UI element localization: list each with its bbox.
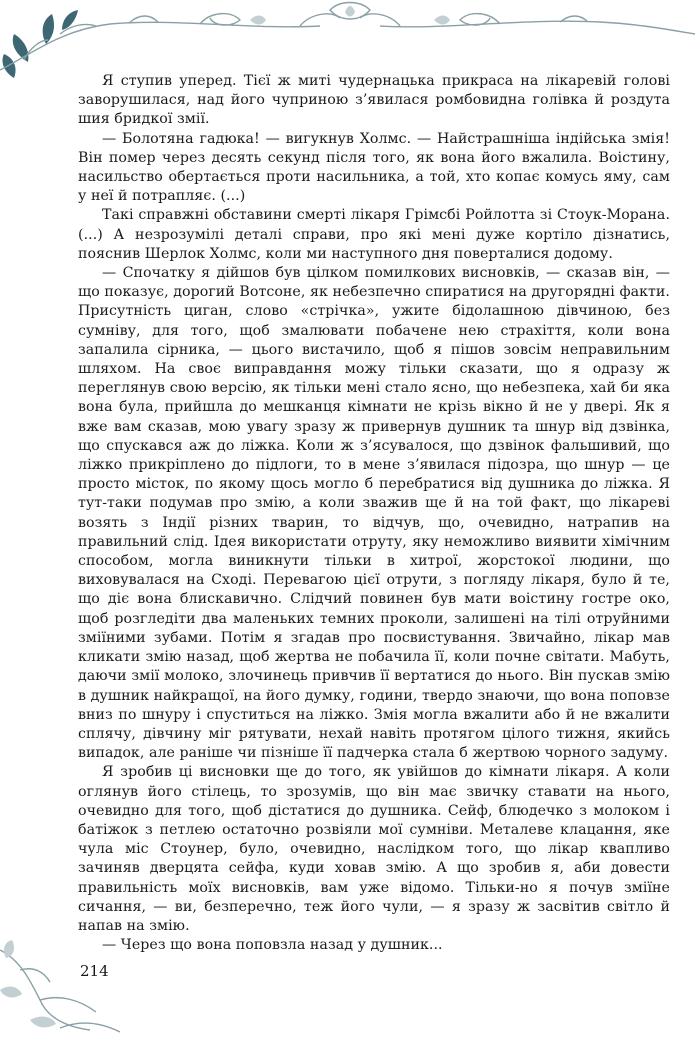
- page-number: 214: [80, 962, 109, 980]
- paragraph-1: Я ступив уперед. Тієї ж миті чудернацька прикраса на лікаревій голові заворушилася, над його чуприною з’явилася ромбовидна голівка й роздута шия бридкої змії.: [78, 73, 670, 128]
- floral-header-ornament-icon: [0, 0, 700, 80]
- paragraph-5: Я зробив ці висновки ще до того, як увійшов до кімнати лікаря. А коли оглянув його стілець, то зрозумів, що він має звичку ставати на нього, очевидно для того, щоб дістатися до душника. Сейф, блюдечко з молоком і батіжок з петлею остаточно розвіяли мої сумніви. Металеве клацання, яке чула міс Стоунер, було, очевидно, наслідком того, що лікар квапливо зачиняв дверцята сейфа, куди ховав змію. А що зробив я, аби довести правильність моїх висновків, вам уже відомо. Тільки-но я почув зміїне сичання, — ви, безперечно, теж його чули, — я зразу ж засвітив світло й напав на змію.: [78, 764, 670, 934]
- floral-footer-ornament-icon: [0, 930, 200, 1037]
- story-text: [78, 72, 670, 955]
- paragraph-6: — Через що вона поповзла назад у душник...: [102, 937, 443, 954]
- paragraph-3: Такі справжні обставини смерті лікаря Грімсбі Ройлотта зі Стоук-Морана. (...) А незрозумілі деталі справи, про які мені дуже кортіло дізнатись, пояснив Шерлок Холмс, коли ми наступного дня поверталися додому.: [78, 207, 670, 262]
- paragraph-4: — Спочатку я дійшов був цілком помилкових висновків, — сказав він, — що показує, дорогий Вотсоне, як небезпечно спиратися на другорядні факти. Присутність циган, слово «стрічка», ужите бідолашною дівчиною, без сумніву, для того, щоб змалювати побачене нею страхіття, коли вона запалила сірника, — цього вистачило, щоб я пішов зовсім неправильним шляхом. На своє виправдання можу тільки сказати, що я одразу ж переглянув свою версію, як тільки мені стало ясно, що небезпека, хай би яка вона була, прийшла до мешканця кімнати не крізь вікно й не у двері. Як я вже вам сказав, мою увагу зразу ж привернув душник та шнур від дзвінка, що спускався аж до ліжка. Коли ж з’ясувалося, що дзвінок фальшивий, що ліжко прикріплено до підлоги, то в мене з’явилася підозра, що шнур — це просто місток, по якому щось могло б перебратися від душника до ліжка. Я тут-таки подумав про змію, а коли зважив ще й на той факт, що лікареві возять з Індії різних тварин, то відчув, що, очевидно, натрапив на правильний слід. Ідея використати отруту, яку неможливо виявити хімічним способом, могла виникнути тільки в хитрої, жорстокої людини, що виховувалася на Сході. Перевагою цієї отрути, з погляду лікаря, було й те, що діє вона блискавично. Слідчий повинен був мати воістину гостре око, щоб розгледіти два маленьких темних проколи, залишені на тілі отруйними зміїними зубами. Потім я згадав про посвистування. Звичайно, лікар мав кликати змію назад, щоб жертва не побачила її, коли почне світати. Мабуть, даючи змії молоко, злочинець привчив її вертатися до нього. Він пускав змію в душник найкращої, на його думку, години, твердо знаючи, що вона поповзе вниз по шнуру і спуститься на ліжко. Змія могла вжалити або й не вжалити сплячу, дівчину міг рятувати, нехай навіть протягом цілого тижня, якийсь випадок, але раніше чи пізніше її падчерка стала б жертвою чорного задуму.: [78, 265, 670, 762]
- paragraph-2: — Болотяна гадюка! — вигукнув Холмс. — Найстрашніша індійська змія! Він помер через десять секунд після того, як вона його вжалила. Воістину, насильство обертається проти насильника, а той, хто копає комусь яму, сам у неї й потрапляє. (...): [78, 130, 670, 205]
